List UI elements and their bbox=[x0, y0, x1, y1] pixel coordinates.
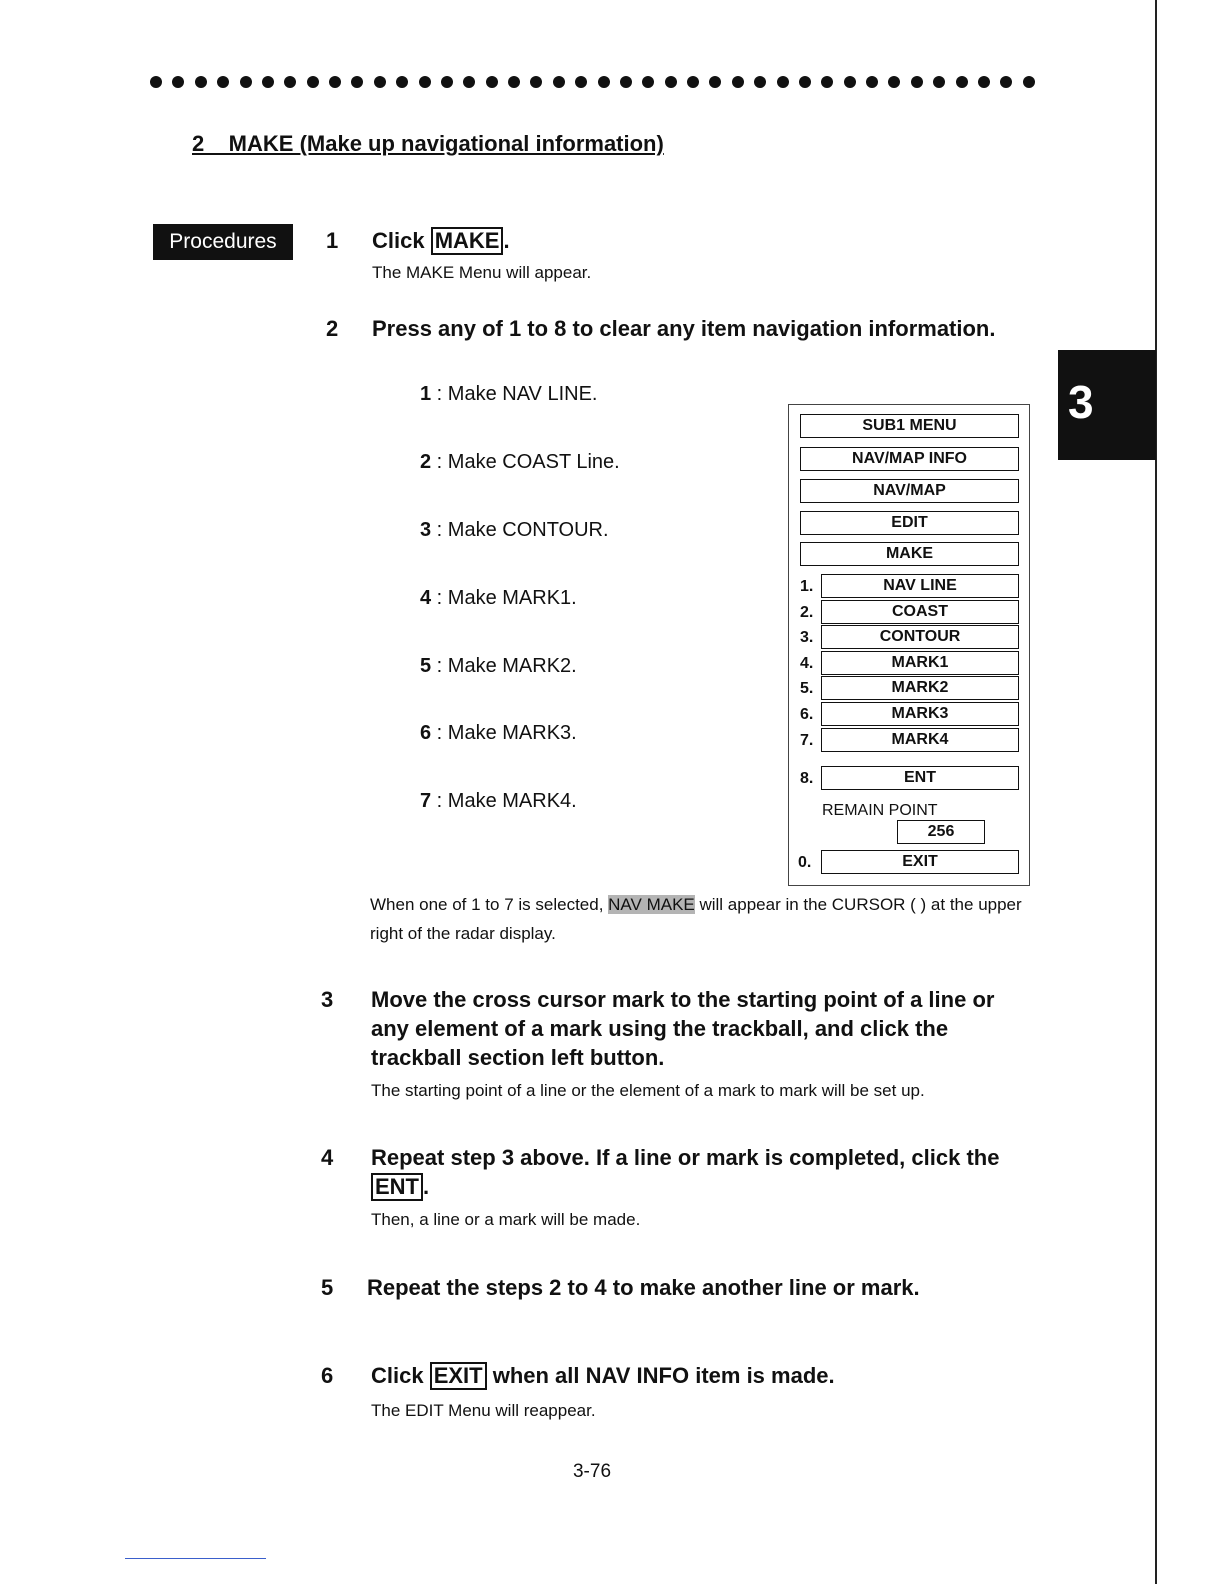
make-item-2: 2 : Make COAST Line. bbox=[420, 451, 620, 473]
divider-dot bbox=[642, 76, 654, 88]
menu-item-number: 3. bbox=[800, 629, 814, 646]
menu-item-number: 1. bbox=[800, 578, 814, 595]
divider-dot bbox=[441, 76, 453, 88]
divider-dot bbox=[172, 76, 184, 88]
dot-divider bbox=[150, 72, 1035, 92]
step-3-number: 3 bbox=[321, 987, 334, 1012]
divider-dot bbox=[821, 76, 833, 88]
divider-dot bbox=[329, 76, 341, 88]
step-1-pre: Click bbox=[372, 228, 431, 253]
page-number: 3-76 bbox=[572, 1461, 612, 1482]
step-1-body: The MAKE Menu will appear. bbox=[372, 263, 592, 282]
step-2-number: 2 bbox=[326, 316, 339, 341]
divider-dot bbox=[844, 76, 856, 88]
divider-dot bbox=[396, 76, 408, 88]
remain-point-value: 256 bbox=[897, 820, 985, 844]
step-5-heading: Repeat the steps 2 to 4 to make another line or mark. bbox=[367, 1275, 920, 1300]
menu-make-button[interactable]: MAKE bbox=[800, 542, 1019, 566]
menu-nav-map-button[interactable]: NAV/MAP bbox=[800, 479, 1019, 503]
nav-make-note bbox=[370, 890, 1030, 948]
divider-dot bbox=[665, 76, 677, 88]
divider-dot bbox=[1000, 76, 1012, 88]
step-5-number: 5 bbox=[321, 1275, 334, 1300]
exit-key[interactable]: EXIT bbox=[430, 1362, 487, 1390]
note-pre: When one of 1 to 7 is selected, bbox=[370, 895, 609, 914]
make-item-6: 6 : Make MARK3. bbox=[420, 722, 577, 744]
make-item-7: 7 : Make MARK4. bbox=[420, 790, 577, 812]
right-margin-rule bbox=[1155, 0, 1157, 1584]
step-6-heading bbox=[371, 1361, 1031, 1390]
make-menu-panel bbox=[788, 404, 1030, 886]
menu-item-number: 7. bbox=[800, 732, 814, 749]
divider-dot bbox=[419, 76, 431, 88]
menu-nav-map-info-button[interactable]: NAV/MAP INFO bbox=[800, 447, 1019, 471]
divider-dot bbox=[732, 76, 744, 88]
divider-dot bbox=[307, 76, 319, 88]
menu-mark4-button[interactable]: MARK4 bbox=[821, 728, 1019, 752]
divider-dot bbox=[240, 76, 252, 88]
menu-contour-button[interactable]: CONTOUR bbox=[821, 625, 1019, 649]
step-1-post: . bbox=[503, 228, 510, 253]
divider-dot bbox=[911, 76, 923, 88]
remain-point-label: REMAIN POINT bbox=[822, 802, 938, 819]
divider-dot bbox=[978, 76, 990, 88]
footer-rule bbox=[125, 1558, 266, 1559]
menu-item-number: 6. bbox=[800, 706, 814, 723]
make-item-4: 4 : Make MARK1. bbox=[420, 587, 577, 609]
divider-dot bbox=[799, 76, 811, 88]
divider-dot bbox=[150, 76, 162, 88]
ent-key[interactable]: ENT bbox=[371, 1173, 423, 1201]
divider-dot bbox=[956, 76, 968, 88]
step-4-number: 4 bbox=[321, 1145, 334, 1170]
divider-dot bbox=[195, 76, 207, 88]
divider-dot bbox=[530, 76, 542, 88]
make-item-1: 1 : Make NAV LINE. bbox=[420, 383, 598, 405]
divider-dot bbox=[262, 76, 274, 88]
menu-item-number: 4. bbox=[800, 655, 814, 672]
divider-dot bbox=[620, 76, 632, 88]
menu-item-number: 2. bbox=[800, 604, 814, 621]
divider-dot bbox=[486, 76, 498, 88]
step-6-body: The EDIT Menu will reappear. bbox=[371, 1401, 596, 1420]
step-3-heading: Move the cross cursor mark to the starting point of a line or any element of a mark using the trackball, and click the trackball section left button. bbox=[371, 987, 995, 1070]
divider-dot bbox=[217, 76, 229, 88]
menu-mark2-button[interactable]: MARK2 bbox=[821, 676, 1019, 700]
menu-item-number: 5. bbox=[800, 680, 814, 697]
divider-dot bbox=[374, 76, 386, 88]
divider-dot bbox=[687, 76, 699, 88]
menu-edit-button[interactable]: EDIT bbox=[800, 511, 1019, 535]
step-4-heading bbox=[371, 1143, 1036, 1201]
divider-dot bbox=[553, 76, 565, 88]
make-item-3: 3 : Make CONTOUR. bbox=[420, 519, 609, 541]
menu-sub1-button[interactable]: SUB1 MENU bbox=[800, 414, 1019, 438]
menu-ent-button[interactable]: ENT bbox=[821, 766, 1019, 790]
divider-dot bbox=[888, 76, 900, 88]
divider-dot bbox=[933, 76, 945, 88]
divider-dot bbox=[575, 76, 587, 88]
nav-make-highlight: NAV MAKE bbox=[608, 895, 695, 914]
step-6-pre: Click bbox=[371, 1363, 430, 1388]
divider-dot bbox=[598, 76, 610, 88]
step-6-post: when all NAV INFO item is made. bbox=[486, 1363, 835, 1388]
divider-dot bbox=[351, 76, 363, 88]
step-4-post: . bbox=[423, 1174, 430, 1199]
step-1-heading bbox=[372, 226, 510, 255]
step-4-pre: Repeat step 3 above. If a line or mark is completed, click the bbox=[371, 1145, 1000, 1170]
divider-dot bbox=[777, 76, 789, 88]
step-6-number: 6 bbox=[321, 1363, 334, 1388]
divider-dot bbox=[709, 76, 721, 88]
note-post: will appear in the CURSOR ( ) at the upper right of the radar display. bbox=[370, 895, 1022, 943]
step-2-heading: Press any of 1 to 8 to clear any item navigation information. bbox=[372, 316, 996, 341]
divider-dot bbox=[866, 76, 878, 88]
chapter-tab: 3 bbox=[1058, 350, 1156, 460]
step-4-body: Then, a line or a mark will be made. bbox=[371, 1210, 641, 1229]
menu-mark3-button[interactable]: MARK3 bbox=[821, 702, 1019, 726]
make-item-5: 5 : Make MARK2. bbox=[420, 655, 577, 677]
menu-exit-button[interactable]: EXIT bbox=[821, 850, 1019, 874]
divider-dot bbox=[1023, 76, 1035, 88]
section-title: 2 MAKE (Make up navigational information) bbox=[192, 131, 664, 156]
menu-item-number: 0. bbox=[798, 854, 812, 871]
divider-dot bbox=[754, 76, 766, 88]
divider-dot bbox=[463, 76, 475, 88]
make-key[interactable]: MAKE bbox=[431, 227, 504, 255]
divider-dot bbox=[284, 76, 296, 88]
menu-item-number: 8. bbox=[800, 770, 814, 787]
divider-dot bbox=[508, 76, 520, 88]
menu-nav-line-button[interactable]: NAV LINE bbox=[821, 574, 1019, 598]
menu-coast-button[interactable]: COAST bbox=[821, 600, 1019, 624]
procedures-label: Procedures bbox=[153, 224, 293, 260]
step-1-number: 1 bbox=[326, 228, 339, 253]
step-3-body: The starting point of a line or the element of a mark to mark will be set up. bbox=[371, 1081, 925, 1100]
menu-mark1-button[interactable]: MARK1 bbox=[821, 651, 1019, 675]
